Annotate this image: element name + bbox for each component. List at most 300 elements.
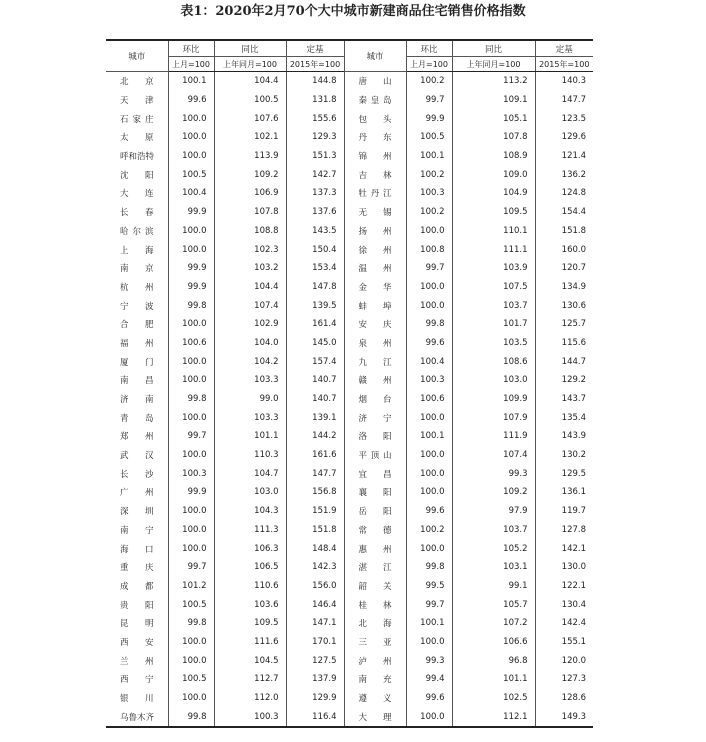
base-subheader: 2015年=100 — [286, 57, 344, 72]
table-row — [106, 446, 593, 465]
yoy-cell: 112.0 — [214, 689, 286, 708]
mom-cell: 100.0 — [168, 502, 214, 521]
city-cell: 南京 — [120, 264, 154, 275]
mom-cell: 100.6 — [406, 390, 452, 409]
city-cell: 唐山 — [344, 72, 406, 91]
yoy-cell: 110.6 — [214, 577, 286, 596]
mom-cell: 99.3 — [406, 651, 452, 670]
yoy-cell: 103.0 — [452, 371, 535, 390]
base-cell: 116.4 — [286, 707, 344, 727]
base-cell: 147.1 — [286, 614, 344, 633]
yoy-cell: 104.3 — [214, 502, 286, 521]
yoy-cell: 104.4 — [214, 72, 286, 91]
yoy-cell: 107.4 — [452, 446, 535, 465]
city-cell: 西安 — [120, 637, 154, 648]
yoy-cell: 107.5 — [452, 278, 535, 297]
mom-cell: 99.9 — [168, 483, 214, 502]
mom-cell: 100.4 — [168, 184, 214, 203]
mom-cell: 100.0 — [168, 408, 214, 427]
city-cell: 海口 — [120, 544, 154, 555]
header-row — [106, 40, 593, 57]
city-cell: 长春 — [120, 208, 154, 219]
yoy-cell: 102.1 — [214, 128, 286, 147]
city-cell: 洛阳 — [344, 427, 406, 446]
mom-cell: 100.3 — [406, 184, 452, 203]
mom-header: 环比 — [168, 40, 214, 57]
mom-cell: 101.2 — [168, 577, 214, 596]
price-index-table — [106, 39, 593, 728]
table-row — [106, 371, 593, 390]
city-cell: 泸州 — [344, 651, 406, 670]
yoy-cell: 106.9 — [214, 184, 286, 203]
mom-cell: 99.4 — [406, 670, 452, 689]
yoy-cell: 100.3 — [214, 707, 286, 727]
yoy-cell: 107.8 — [214, 203, 286, 222]
base-cell: 140.3 — [535, 72, 593, 91]
base-cell: 127.3 — [535, 670, 593, 689]
mom-cell: 99.8 — [168, 707, 214, 727]
city-cell: 沈阳 — [120, 170, 154, 181]
base-cell: 137.9 — [286, 670, 344, 689]
city-cell: 宁波 — [120, 301, 154, 312]
city-cell: 南昌 — [120, 376, 154, 387]
table-row — [106, 147, 593, 166]
city-cell: 兰州 — [120, 656, 154, 667]
table-row — [106, 651, 593, 670]
mom-cell: 99.7 — [168, 558, 214, 577]
base-cell: 150.4 — [286, 240, 344, 259]
city-cell: 锦州 — [344, 147, 406, 166]
mom-cell: 100.0 — [168, 240, 214, 259]
yoy-cell: 112.1 — [452, 707, 535, 727]
mom-cell: 99.8 — [168, 296, 214, 315]
base-subheader: 2015年=100 — [535, 57, 593, 72]
mom-cell: 100.0 — [168, 446, 214, 465]
base-cell: 151.9 — [286, 502, 344, 521]
city-cell: 武汉 — [120, 451, 154, 462]
city-cell: 北京 — [120, 77, 154, 88]
city-cell: 呼和浩特 — [120, 152, 155, 163]
base-cell: 143.9 — [535, 427, 593, 446]
city-cell: 湛江 — [344, 558, 406, 577]
yoy-cell: 113.2 — [452, 72, 535, 91]
mom-cell: 99.8 — [168, 390, 214, 409]
mom-cell: 99.9 — [168, 259, 214, 278]
mom-cell: 100.1 — [406, 614, 452, 633]
table-row — [106, 109, 593, 128]
mom-cell: 100.1 — [168, 72, 214, 91]
city-cell: 福州 — [120, 338, 154, 349]
yoy-cell: 111.1 — [452, 240, 535, 259]
mom-cell: 99.5 — [406, 577, 452, 596]
base-cell: 146.4 — [286, 595, 344, 614]
base-cell: 130.0 — [535, 558, 593, 577]
yoy-cell: 104.2 — [214, 352, 286, 371]
table-row — [106, 483, 593, 502]
city-cell: 惠州 — [344, 539, 406, 558]
base-cell: 142.7 — [286, 165, 344, 184]
yoy-cell: 113.9 — [214, 147, 286, 166]
yoy-cell: 108.6 — [452, 352, 535, 371]
city-header: 城市 — [106, 40, 168, 72]
base-cell: 154.4 — [535, 203, 593, 222]
table-row — [106, 334, 593, 353]
base-cell: 127.8 — [535, 521, 593, 540]
mom-cell: 100.4 — [406, 352, 452, 371]
city-cell: 遵义 — [344, 689, 406, 708]
yoy-cell: 104.0 — [214, 334, 286, 353]
yoy-cell: 111.6 — [214, 633, 286, 652]
base-cell: 131.8 — [286, 91, 344, 110]
table-row — [106, 128, 593, 147]
mom-cell: 100.0 — [168, 222, 214, 241]
city-cell: 韶关 — [344, 577, 406, 596]
mom-cell: 100.0 — [406, 633, 452, 652]
city-cell: 丹东 — [344, 128, 406, 147]
table-row — [106, 427, 593, 446]
base-cell: 144.7 — [535, 352, 593, 371]
yoy-cell: 104.4 — [214, 278, 286, 297]
yoy-cell: 109.5 — [452, 203, 535, 222]
base-cell: 140.7 — [286, 390, 344, 409]
yoy-cell: 108.9 — [452, 147, 535, 166]
yoy-cell: 103.5 — [452, 334, 535, 353]
base-cell: 130.6 — [535, 296, 593, 315]
base-cell: 115.6 — [535, 334, 593, 353]
city-cell: 厦门 — [120, 357, 154, 368]
city-cell: 秦皇岛 — [344, 91, 406, 110]
yoy-cell: 105.2 — [452, 539, 535, 558]
base-cell: 155.1 — [535, 633, 593, 652]
mom-cell: 100.0 — [406, 446, 452, 465]
yoy-cell: 99.0 — [214, 390, 286, 409]
yoy-cell: 96.8 — [452, 651, 535, 670]
table-row — [106, 315, 593, 334]
base-cell: 127.5 — [286, 651, 344, 670]
yoy-cell: 107.9 — [452, 408, 535, 427]
yoy-cell: 109.2 — [214, 165, 286, 184]
base-cell: 122.1 — [535, 577, 593, 596]
mom-cell: 100.5 — [168, 595, 214, 614]
mom-cell: 99.7 — [168, 427, 214, 446]
mom-cell: 100.0 — [406, 222, 452, 241]
city-cell: 金华 — [344, 278, 406, 297]
base-cell: 124.8 — [535, 184, 593, 203]
yoy-subheader: 上年同月=100 — [214, 57, 286, 72]
mom-cell: 100.0 — [406, 483, 452, 502]
base-cell: 156.8 — [286, 483, 344, 502]
base-cell: 129.6 — [535, 128, 593, 147]
base-cell: 136.2 — [535, 165, 593, 184]
base-cell: 151.8 — [535, 222, 593, 241]
base-cell: 147.7 — [286, 464, 344, 483]
base-cell: 139.5 — [286, 296, 344, 315]
base-cell: 170.1 — [286, 633, 344, 652]
city-cell: 九江 — [344, 352, 406, 371]
table-row — [106, 558, 593, 577]
city-cell: 赣州 — [344, 371, 406, 390]
mom-cell: 100.0 — [168, 651, 214, 670]
yoy-cell: 111.9 — [452, 427, 535, 446]
base-cell: 144.2 — [286, 427, 344, 446]
city-cell: 石家庄 — [120, 114, 154, 125]
base-cell: 142.3 — [286, 558, 344, 577]
base-cell: 129.9 — [286, 689, 344, 708]
city-cell: 深圳 — [120, 507, 154, 518]
yoy-cell: 106.3 — [214, 539, 286, 558]
city-cell: 岳阳 — [344, 502, 406, 521]
mom-cell: 100.0 — [406, 707, 452, 727]
mom-cell: 100.0 — [168, 689, 214, 708]
city-cell: 牡丹江 — [344, 184, 406, 203]
yoy-cell: 109.0 — [452, 165, 535, 184]
city-cell: 扬州 — [344, 222, 406, 241]
yoy-cell: 103.2 — [214, 259, 286, 278]
table-row — [106, 633, 593, 652]
city-cell: 昆明 — [120, 619, 154, 630]
yoy-cell: 109.9 — [452, 390, 535, 409]
city-cell: 桂林 — [344, 595, 406, 614]
base-cell: 137.6 — [286, 203, 344, 222]
yoy-cell: 109.5 — [214, 614, 286, 633]
mom-cell: 99.6 — [406, 502, 452, 521]
base-cell: 123.5 — [535, 109, 593, 128]
base-cell: 136.1 — [535, 483, 593, 502]
mom-cell: 100.1 — [406, 427, 452, 446]
base-cell: 149.3 — [535, 707, 593, 727]
mom-cell: 99.6 — [168, 91, 214, 110]
mom-cell: 100.5 — [406, 128, 452, 147]
table-row — [106, 390, 593, 409]
yoy-cell: 103.7 — [452, 521, 535, 540]
mom-cell: 99.7 — [406, 91, 452, 110]
base-cell: 142.1 — [535, 539, 593, 558]
city-cell: 蚌埠 — [344, 296, 406, 315]
city-cell: 南宁 — [120, 525, 154, 536]
mom-cell: 100.5 — [168, 165, 214, 184]
yoy-cell: 106.6 — [452, 633, 535, 652]
mom-cell: 100.0 — [168, 128, 214, 147]
base-cell: 128.6 — [535, 689, 593, 708]
mom-cell: 100.0 — [406, 408, 452, 427]
table-title: 表1：2020年2月70个大中城市新建商品住宅销售价格指数 — [180, 4, 526, 19]
table-row — [106, 165, 593, 184]
yoy-cell: 99.1 — [452, 577, 535, 596]
yoy-cell: 103.3 — [214, 371, 286, 390]
city-cell: 郑州 — [120, 432, 154, 443]
yoy-header: 同比 — [452, 40, 535, 57]
mom-cell: 100.8 — [406, 240, 452, 259]
yoy-cell: 101.7 — [452, 315, 535, 334]
mom-cell: 99.8 — [406, 558, 452, 577]
yoy-cell: 103.0 — [214, 483, 286, 502]
base-cell: 129.5 — [535, 464, 593, 483]
yoy-cell: 105.7 — [452, 595, 535, 614]
city-cell: 成都 — [120, 581, 154, 592]
table-row — [106, 72, 593, 91]
yoy-cell: 103.1 — [452, 558, 535, 577]
base-cell: 145.0 — [286, 334, 344, 353]
yoy-cell: 110.1 — [452, 222, 535, 241]
mom-cell: 100.6 — [168, 334, 214, 353]
mom-cell: 100.0 — [168, 633, 214, 652]
table-row — [106, 240, 593, 259]
city-cell: 银川 — [120, 694, 154, 705]
base-cell: 161.4 — [286, 315, 344, 334]
table-row — [106, 539, 593, 558]
city-cell: 常德 — [344, 521, 406, 540]
city-cell: 安庆 — [344, 315, 406, 334]
yoy-header: 同比 — [214, 40, 286, 57]
yoy-cell: 112.7 — [214, 670, 286, 689]
table-row — [106, 352, 593, 371]
yoy-cell: 107.8 — [452, 128, 535, 147]
mom-cell: 99.9 — [168, 203, 214, 222]
city-cell: 北海 — [344, 614, 406, 633]
table-row — [106, 184, 593, 203]
base-cell: 151.8 — [286, 521, 344, 540]
base-cell: 161.6 — [286, 446, 344, 465]
base-cell: 119.7 — [535, 502, 593, 521]
yoy-cell: 103.9 — [452, 259, 535, 278]
yoy-cell: 107.6 — [214, 109, 286, 128]
city-cell: 徐州 — [344, 240, 406, 259]
table-row — [106, 521, 593, 540]
city-cell: 乌鲁木齐 — [106, 707, 168, 727]
table-row — [106, 408, 593, 427]
base-cell: 139.1 — [286, 408, 344, 427]
table-row — [106, 464, 593, 483]
mom-cell: 100.0 — [168, 315, 214, 334]
city-cell: 无锡 — [344, 203, 406, 222]
base-cell: 129.3 — [286, 128, 344, 147]
base-cell: 143.5 — [286, 222, 344, 241]
base-cell: 135.4 — [535, 408, 593, 427]
mom-cell: 100.2 — [406, 521, 452, 540]
yoy-cell: 102.9 — [214, 315, 286, 334]
yoy-cell: 109.1 — [452, 91, 535, 110]
city-cell: 大理 — [344, 707, 406, 727]
table-row — [106, 259, 593, 278]
base-cell: 151.3 — [286, 147, 344, 166]
base-cell: 160.0 — [535, 240, 593, 259]
yoy-cell: 106.5 — [214, 558, 286, 577]
city-cell: 合肥 — [120, 320, 154, 331]
base-cell: 142.4 — [535, 614, 593, 633]
city-cell: 上海 — [120, 245, 154, 256]
mom-cell: 99.8 — [168, 614, 214, 633]
base-cell: 147.8 — [286, 278, 344, 297]
table-row — [106, 296, 593, 315]
city-cell: 包头 — [344, 109, 406, 128]
yoy-cell: 99.3 — [452, 464, 535, 483]
table-row — [106, 278, 593, 297]
city-cell: 青岛 — [120, 413, 154, 424]
yoy-cell: 102.5 — [452, 689, 535, 708]
yoy-cell: 103.6 — [214, 595, 286, 614]
mom-cell: 100.2 — [406, 165, 452, 184]
base-cell: 144.8 — [286, 72, 344, 91]
mom-header: 环比 — [406, 40, 452, 57]
city-cell: 平顶山 — [344, 446, 406, 465]
mom-cell: 100.2 — [406, 72, 452, 91]
yoy-cell: 100.5 — [214, 91, 286, 110]
table-row — [106, 707, 593, 727]
yoy-cell: 104.9 — [452, 184, 535, 203]
city-cell: 哈尔滨 — [120, 226, 154, 237]
mom-cell: 100.0 — [168, 147, 214, 166]
city-cell: 长沙 — [120, 469, 154, 480]
yoy-cell: 105.1 — [452, 109, 535, 128]
city-cell: 贵阳 — [120, 600, 154, 611]
city-cell: 天津 — [120, 96, 154, 107]
mom-cell: 99.6 — [406, 334, 452, 353]
city-cell: 南充 — [344, 670, 406, 689]
base-header: 定基 — [535, 40, 593, 57]
table-row — [106, 222, 593, 241]
mom-cell: 100.0 — [168, 109, 214, 128]
table-row — [106, 595, 593, 614]
mom-cell: 100.5 — [168, 670, 214, 689]
mom-cell: 100.0 — [168, 352, 214, 371]
city-cell: 杭州 — [120, 282, 154, 293]
city-cell: 泉州 — [344, 334, 406, 353]
yoy-cell: 102.3 — [214, 240, 286, 259]
city-cell: 济宁 — [344, 408, 406, 427]
base-cell: 120.0 — [535, 651, 593, 670]
base-cell: 148.4 — [286, 539, 344, 558]
yoy-cell: 104.7 — [214, 464, 286, 483]
mom-cell: 99.8 — [406, 315, 452, 334]
city-cell: 重庆 — [120, 563, 154, 574]
yoy-cell: 107.2 — [452, 614, 535, 633]
mom-subheader: 上月=100 — [406, 57, 452, 72]
table-row — [106, 614, 593, 633]
table-row — [106, 91, 593, 110]
mom-cell: 99.7 — [406, 595, 452, 614]
table-row — [106, 502, 593, 521]
mom-cell: 100.3 — [406, 371, 452, 390]
city-cell: 太原 — [120, 133, 154, 144]
city-cell: 温州 — [344, 259, 406, 278]
city-cell: 大连 — [120, 189, 154, 200]
city-cell: 广州 — [120, 488, 154, 499]
mom-cell: 100.1 — [406, 147, 452, 166]
mom-cell: 100.0 — [168, 521, 214, 540]
yoy-cell: 97.9 — [452, 502, 535, 521]
table-row — [106, 577, 593, 596]
table-row — [106, 670, 593, 689]
base-cell: 129.2 — [535, 371, 593, 390]
yoy-cell: 104.5 — [214, 651, 286, 670]
mom-cell: 99.7 — [406, 259, 452, 278]
city-cell: 吉林 — [344, 165, 406, 184]
yoy-cell: 101.1 — [214, 427, 286, 446]
yoy-cell: 103.7 — [452, 296, 535, 315]
mom-cell: 100.3 — [168, 464, 214, 483]
city-cell: 济南 — [120, 395, 154, 406]
yoy-cell: 107.4 — [214, 296, 286, 315]
city-cell: 襄阳 — [344, 483, 406, 502]
mom-cell: 99.6 — [406, 689, 452, 708]
city-cell: 西宁 — [120, 675, 154, 686]
base-cell: 125.7 — [535, 315, 593, 334]
base-cell: 156.0 — [286, 577, 344, 596]
city-cell: 烟台 — [344, 390, 406, 409]
mom-cell: 100.0 — [168, 371, 214, 390]
mom-subheader: 上月=100 — [168, 57, 214, 72]
mom-cell: 100.0 — [406, 539, 452, 558]
